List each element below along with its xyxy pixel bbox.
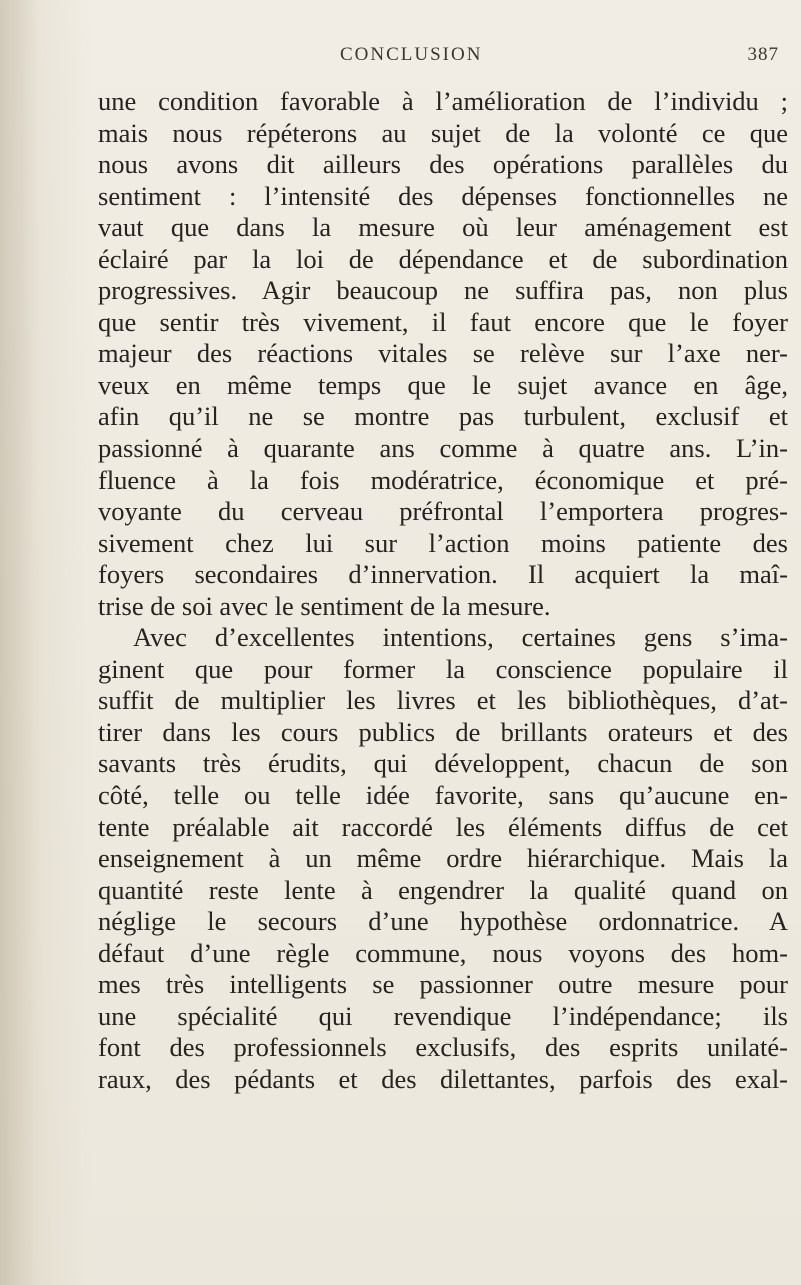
text-line: quantité reste lente à engendrer la qualité quand on [98, 874, 788, 905]
text-line: sentiment : l’intensité des dépenses fonctionnelles ne [98, 180, 788, 211]
text-line: nous avons dit ailleurs des opérations parallèles du [98, 149, 788, 180]
text-line: une spécialité qui revendique l’indépendance; ils [98, 1000, 788, 1031]
text-line: afin qu’il ne se montre pas turbulent, exclusif et [98, 401, 788, 432]
text-line: font des professionnels exclusifs, des esprits unilaté- [98, 1032, 788, 1063]
text-line: savants très érudits, qui développent, chacun de son [98, 748, 788, 779]
running-head [0, 44, 801, 74]
text-line: éclairé par la loi de dépendance et de subordination [98, 243, 788, 274]
text-line: enseignement à un même ordre hiérarchique. Mais la [98, 843, 788, 874]
text-line: majeur des réactions vitales se relève sur l’axe ner- [98, 338, 788, 369]
text-line: mes très intelligents se passionner outre mesure pour [98, 969, 788, 1000]
text-line: tente préalable ait raccordé les éléments diffus de cet [98, 811, 788, 842]
text-line: sivement chez lui sur l’action moins patiente des [98, 527, 788, 558]
text-line: trise de soi avec le sentiment de la mesure. [98, 590, 551, 621]
text-line: que sentir très vivement, il faut encore que le foyer [98, 306, 788, 337]
text-line: veux en même temps que le sujet avance en âge, [98, 369, 788, 400]
page-number: 387 [747, 44, 779, 65]
body-text [98, 86, 788, 1096]
text-line: suffit de multiplier les livres et les bibliothèques, d’at- [98, 685, 788, 716]
chapter-title: CONCLUSION [340, 44, 483, 65]
text-line: défaut d’une règle commune, nous voyons des hom- [98, 937, 788, 968]
text-line: raux, des pédants et des dilettantes, parfois des exal- [98, 1063, 788, 1094]
text-line: fluence à la fois modératrice, économique et pré- [98, 464, 788, 495]
text-line: passionné à quarante ans comme à quatre ans. L’in- [98, 433, 788, 464]
text-line: côté, telle ou telle idée favorite, sans qu’aucune en- [98, 780, 788, 811]
text-line: foyers secondaires d’innervation. Il acquiert la maî- [98, 559, 788, 590]
text-line: progressives. Agir beaucoup ne suffira pas, non plus [98, 275, 788, 306]
text-line: tirer dans les cours publics de brillants orateurs et des [98, 716, 788, 747]
text-line: une condition favorable à l’amélioration de l’individu ; [98, 86, 788, 116]
text-line: néglige le secours d’une hypothèse ordonnatrice. A [98, 906, 788, 937]
text-line: voyante du cerveau préfrontal l’emportera progres- [98, 496, 788, 527]
text-line: Avec d’excellentes intentions, certaines gens s’ima- [133, 622, 788, 653]
text-line: vaut que dans la mesure où leur aménagement est [98, 212, 788, 243]
text-line: mais nous répéterons au sujet de la volonté ce que [98, 117, 788, 148]
text-line: ginent que pour former la conscience populaire il [98, 653, 788, 684]
